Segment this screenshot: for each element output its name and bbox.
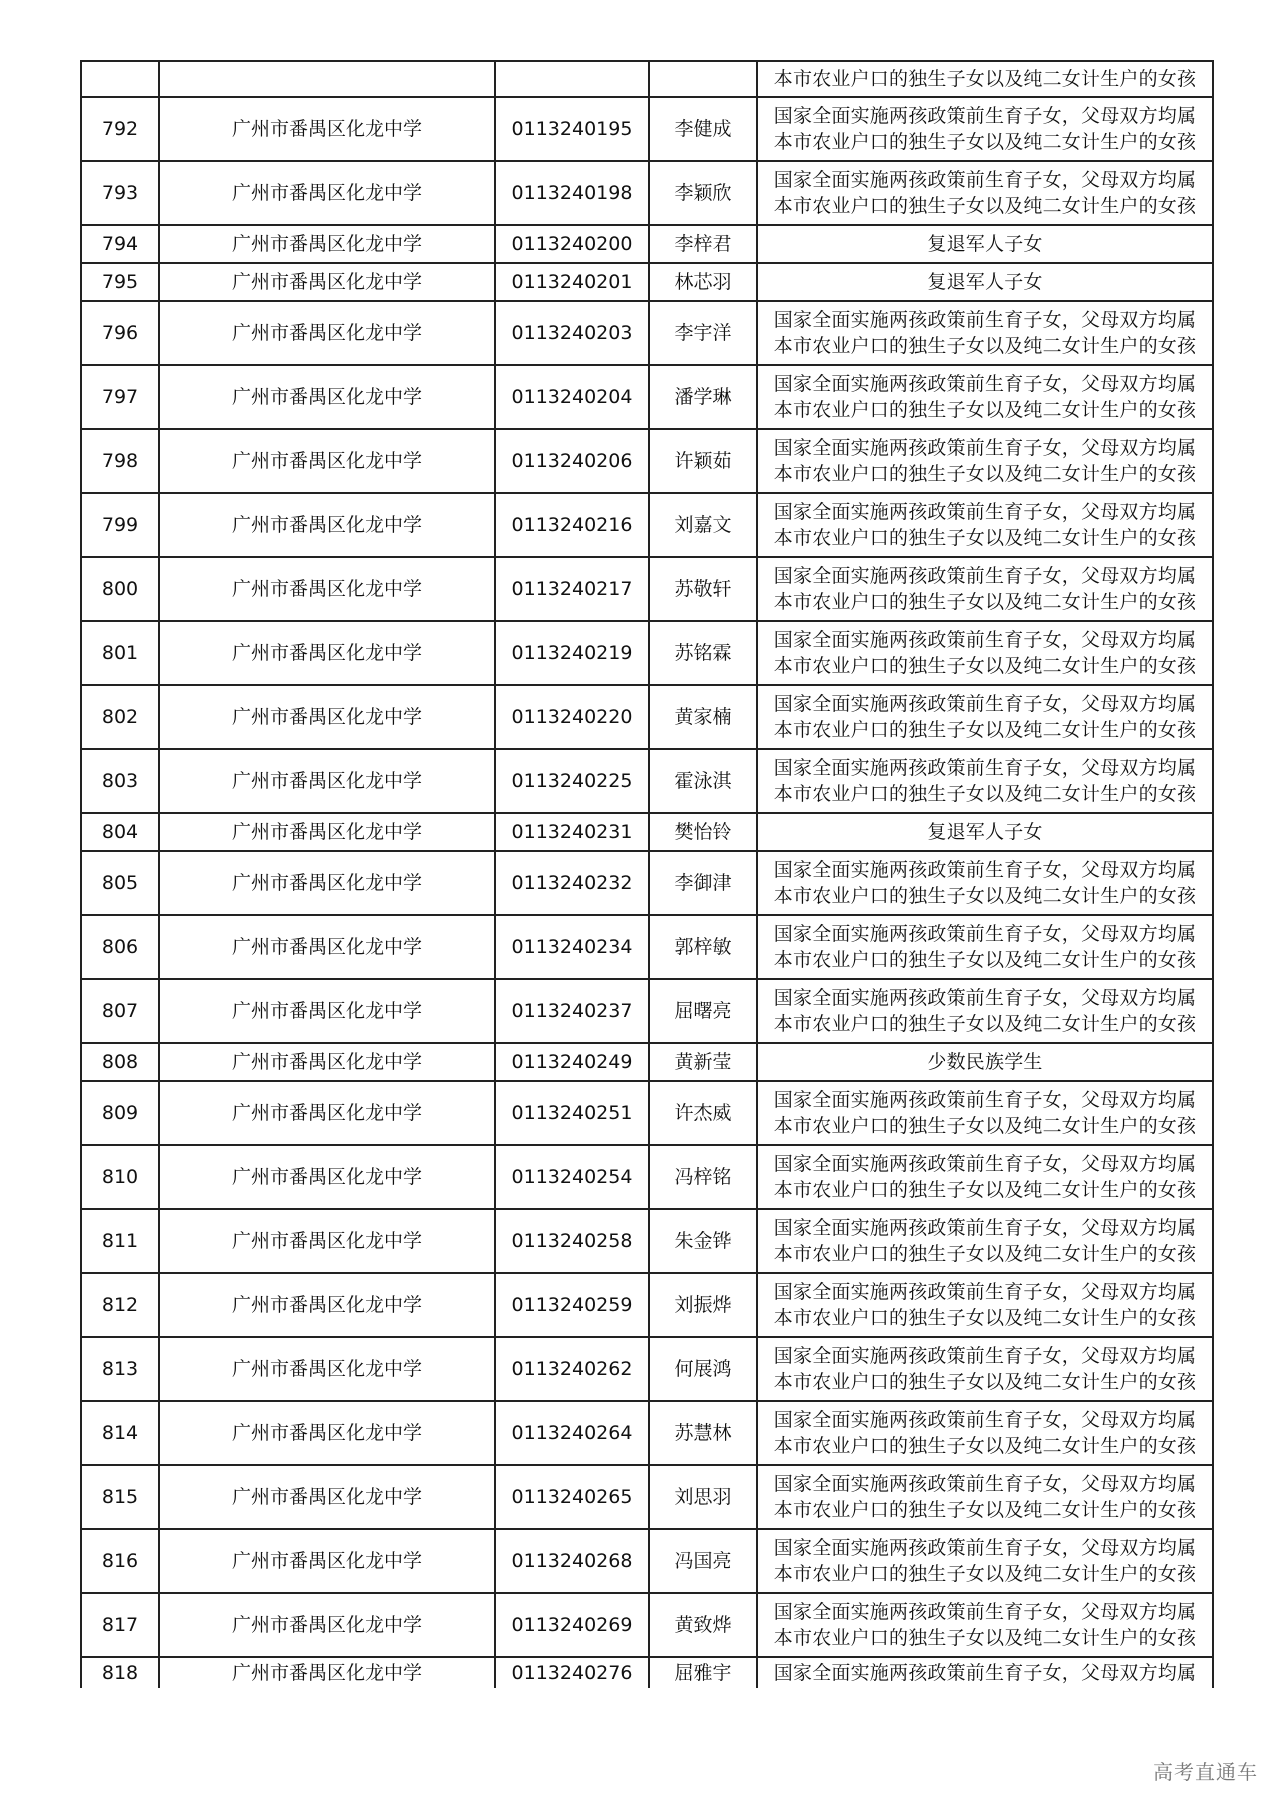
cell-id: 0113240234: [495, 915, 649, 979]
table-row: [81, 851, 1213, 915]
cell-id: 0113240217: [495, 557, 649, 621]
cell-no: 804: [81, 813, 159, 851]
cell-name: 刘振烨: [649, 1273, 757, 1337]
cell-name: 苏铭霖: [649, 621, 757, 685]
cell-id: 0113240262: [495, 1337, 649, 1401]
table-row: [81, 1529, 1213, 1593]
cell-school: 广州市番禺区化龙中学: [159, 1081, 495, 1145]
cell-note: [757, 225, 1213, 263]
table-row: [81, 493, 1213, 557]
cell-no: 811: [81, 1209, 159, 1273]
cell-no: 810: [81, 1145, 159, 1209]
cell-id: 0113240225: [495, 749, 649, 813]
note-line: 国家全面实施两孩政策前生育子女，父母双方均属: [773, 105, 1197, 127]
cell-no: 812: [81, 1273, 159, 1337]
cell-school: 广州市番禺区化龙中学: [159, 1273, 495, 1337]
cell-school: 广州市番禺区化龙中学: [159, 161, 495, 225]
note-line: 本市农业户口的独生子女以及纯二女计生户的女孩: [773, 783, 1197, 805]
cell-name: 许杰威: [649, 1081, 757, 1145]
cell-note: [757, 1043, 1213, 1081]
cell-school: 广州市番禺区化龙中学: [159, 1043, 495, 1081]
cell-note: [757, 1529, 1213, 1593]
note-line: 国家全面实施两孩政策前生育子女，父母双方均属: [773, 757, 1197, 779]
cell-name: 郭梓敏: [649, 915, 757, 979]
table-row: [81, 1209, 1213, 1273]
cell-name: 刘嘉文: [649, 493, 757, 557]
cell-note: [757, 1081, 1213, 1145]
table-row: [81, 1401, 1213, 1465]
cell-no: 802: [81, 685, 159, 749]
note-line: 本市农业户口的独生子女以及纯二女计生户的女孩: [773, 1371, 1197, 1393]
cell-school: 广州市番禺区化龙中学: [159, 493, 495, 557]
table-row: [81, 263, 1213, 301]
note-line: 国家全面实施两孩政策前生育子女，父母双方均属: [773, 1089, 1197, 1111]
cell-note: [757, 557, 1213, 621]
note-line: 本市农业户口的独生子女以及纯二女计生户的女孩: [773, 335, 1197, 357]
note-line: 本市农业户口的独生子女以及纯二女计生户的女孩: [773, 719, 1197, 741]
cell-no: 814: [81, 1401, 159, 1465]
cell-name: 何展鸿: [649, 1337, 757, 1401]
note-line: 国家全面实施两孩政策前生育子女，父母双方均属: [773, 1473, 1197, 1495]
table-row: [81, 161, 1213, 225]
cell-note: [757, 1145, 1213, 1209]
note-line: 本市农业户口的独生子女以及纯二女计生户的女孩: [773, 68, 1197, 90]
cell-note: [757, 1465, 1213, 1529]
cell-id: [495, 61, 649, 97]
cell-school: 广州市番禺区化龙中学: [159, 1145, 495, 1209]
cell-note: [757, 1593, 1213, 1657]
cell-note: [757, 979, 1213, 1043]
note-line: 复退军人子女: [927, 233, 1043, 255]
cell-name: 屈曙亮: [649, 979, 757, 1043]
table-row: [81, 621, 1213, 685]
watermark: 高考直通车: [1153, 1760, 1258, 1784]
note-line: 国家全面实施两孩政策前生育子女，父母双方均属: [773, 1537, 1197, 1559]
cell-id: 0113240204: [495, 365, 649, 429]
cell-no: 808: [81, 1043, 159, 1081]
table-row: [81, 979, 1213, 1043]
cell-school: 广州市番禺区化龙中学: [159, 1593, 495, 1657]
cell-no: 803: [81, 749, 159, 813]
cell-id: 0113240265: [495, 1465, 649, 1529]
cell-no: 796: [81, 301, 159, 365]
note-line: 国家全面实施两孩政策前生育子女，父母双方均属: [773, 1601, 1197, 1623]
note-line: 国家全面实施两孩政策前生育子女，父母双方均属: [773, 373, 1197, 395]
cell-note: [757, 915, 1213, 979]
cell-note: [757, 749, 1213, 813]
cell-id: 0113240220: [495, 685, 649, 749]
cell-note: [757, 161, 1213, 225]
table-row: [81, 365, 1213, 429]
cell-note: [757, 1209, 1213, 1273]
cell-id: 0113240259: [495, 1273, 649, 1337]
cell-name: 潘学琳: [649, 365, 757, 429]
cell-name: 苏慧林: [649, 1401, 757, 1465]
cell-name: 黄新莹: [649, 1043, 757, 1081]
cell-name: 霍泳淇: [649, 749, 757, 813]
cell-school: 广州市番禺区化龙中学: [159, 225, 495, 263]
cell-no: 792: [81, 97, 159, 161]
note-line: 本市农业户口的独生子女以及纯二女计生户的女孩: [773, 591, 1197, 613]
table-row: [81, 1145, 1213, 1209]
cell-id: 0113240237: [495, 979, 649, 1043]
cell-note: [757, 1401, 1213, 1465]
cell-note: [757, 1657, 1213, 1688]
table-row: [81, 915, 1213, 979]
note-line: 国家全面实施两孩政策前生育子女，父母双方均属: [773, 1662, 1197, 1684]
cell-no: 800: [81, 557, 159, 621]
cell-id: 0113240206: [495, 429, 649, 493]
note-line: 本市农业户口的独生子女以及纯二女计生户的女孩: [773, 1013, 1197, 1035]
cell-id: 0113240232: [495, 851, 649, 915]
cell-name: 朱金铧: [649, 1209, 757, 1273]
note-line: 复退军人子女: [927, 271, 1043, 293]
note-line: 国家全面实施两孩政策前生育子女，父母双方均属: [773, 437, 1197, 459]
table-row: [81, 1081, 1213, 1145]
cell-no: 816: [81, 1529, 159, 1593]
cell-id: 0113240254: [495, 1145, 649, 1209]
cell-id: 0113240198: [495, 161, 649, 225]
cell-id: 0113240269: [495, 1593, 649, 1657]
cell-name: 林芯羽: [649, 263, 757, 301]
cell-id: 0113240258: [495, 1209, 649, 1273]
cell-school: 广州市番禺区化龙中学: [159, 97, 495, 161]
table-row: [81, 1593, 1213, 1657]
table-row: [81, 557, 1213, 621]
note-line: 本市农业户口的独生子女以及纯二女计生户的女孩: [773, 463, 1197, 485]
note-line: 本市农业户口的独生子女以及纯二女计生户的女孩: [773, 1563, 1197, 1585]
note-line: 少数民族学生: [927, 1051, 1043, 1073]
table-row: [81, 1337, 1213, 1401]
cell-no: 805: [81, 851, 159, 915]
cell-school: 广州市番禺区化龙中学: [159, 557, 495, 621]
table-row: [81, 301, 1213, 365]
cell-school: 广州市番禺区化龙中学: [159, 749, 495, 813]
table-row: [81, 1043, 1213, 1081]
cell-name: [649, 61, 757, 97]
cell-no: 806: [81, 915, 159, 979]
table-row-partial-top: [81, 61, 1213, 97]
cell-note: [757, 263, 1213, 301]
cell-school: 广州市番禺区化龙中学: [159, 813, 495, 851]
cell-school: 广州市番禺区化龙中学: [159, 365, 495, 429]
student-roster-table: [80, 60, 1214, 1688]
note-line: 国家全面实施两孩政策前生育子女，父母双方均属: [773, 1153, 1197, 1175]
cell-name: 冯梓铭: [649, 1145, 757, 1209]
cell-school: 广州市番禺区化龙中学: [159, 915, 495, 979]
table-row: [81, 1465, 1213, 1529]
table-row: [81, 97, 1213, 161]
note-line: 国家全面实施两孩政策前生育子女，父母双方均属: [773, 565, 1197, 587]
note-line: 国家全面实施两孩政策前生育子女，父母双方均属: [773, 1281, 1197, 1303]
cell-note: [757, 493, 1213, 557]
cell-school: 广州市番禺区化龙中学: [159, 979, 495, 1043]
cell-id: 0113240216: [495, 493, 649, 557]
note-line: 本市农业户口的独生子女以及纯二女计生户的女孩: [773, 131, 1197, 153]
table-row: [81, 429, 1213, 493]
note-line: 本市农业户口的独生子女以及纯二女计生户的女孩: [773, 1435, 1197, 1457]
cell-id: 0113240201: [495, 263, 649, 301]
cell-school: 广州市番禺区化龙中学: [159, 1529, 495, 1593]
cell-note: [757, 1273, 1213, 1337]
note-line: 本市农业户口的独生子女以及纯二女计生户的女孩: [773, 1115, 1197, 1137]
note-line: 本市农业户口的独生子女以及纯二女计生户的女孩: [773, 655, 1197, 677]
cell-school: 广州市番禺区化龙中学: [159, 1401, 495, 1465]
cell-no: 795: [81, 263, 159, 301]
cell-school: 广州市番禺区化龙中学: [159, 851, 495, 915]
cell-name: 冯国亮: [649, 1529, 757, 1593]
cell-no: 801: [81, 621, 159, 685]
note-line: 本市农业户口的独生子女以及纯二女计生户的女孩: [773, 527, 1197, 549]
cell-school: 广州市番禺区化龙中学: [159, 685, 495, 749]
note-line: 国家全面实施两孩政策前生育子女，父母双方均属: [773, 923, 1197, 945]
cell-note: [757, 365, 1213, 429]
cell-name: 李御津: [649, 851, 757, 915]
cell-note: [757, 61, 1213, 97]
cell-note: [757, 621, 1213, 685]
cell-id: 0113240219: [495, 621, 649, 685]
note-line: 国家全面实施两孩政策前生育子女，父母双方均属: [773, 1409, 1197, 1431]
table-row: [81, 749, 1213, 813]
note-line: 国家全面实施两孩政策前生育子女，父母双方均属: [773, 1345, 1197, 1367]
cell-no: [81, 61, 159, 97]
cell-name: 屈雅宇: [649, 1657, 757, 1688]
cell-id: 0113240203: [495, 301, 649, 365]
cell-id: 0113240264: [495, 1401, 649, 1465]
cell-name: 许颖茹: [649, 429, 757, 493]
cell-no: 818: [81, 1657, 159, 1688]
table-row: [81, 813, 1213, 851]
cell-id: 0113240268: [495, 1529, 649, 1593]
note-line: 本市农业户口的独生子女以及纯二女计生户的女孩: [773, 1179, 1197, 1201]
cell-note: [757, 301, 1213, 365]
cell-school: 广州市番禺区化龙中学: [159, 1209, 495, 1273]
cell-school: 广州市番禺区化龙中学: [159, 621, 495, 685]
cell-school: 广州市番禺区化龙中学: [159, 263, 495, 301]
cell-name: 李宇洋: [649, 301, 757, 365]
cell-school: 广州市番禺区化龙中学: [159, 429, 495, 493]
note-line: 本市农业户口的独生子女以及纯二女计生户的女孩: [773, 1627, 1197, 1649]
note-line: 本市农业户口的独生子女以及纯二女计生户的女孩: [773, 1243, 1197, 1265]
cell-note: [757, 685, 1213, 749]
cell-name: 樊怡铃: [649, 813, 757, 851]
cell-id: 0113240231: [495, 813, 649, 851]
cell-note: [757, 813, 1213, 851]
cell-no: 798: [81, 429, 159, 493]
cell-no: 813: [81, 1337, 159, 1401]
table-row: [81, 1273, 1213, 1337]
note-line: 国家全面实施两孩政策前生育子女，父母双方均属: [773, 169, 1197, 191]
cell-id: 0113240200: [495, 225, 649, 263]
note-line: 本市农业户口的独生子女以及纯二女计生户的女孩: [773, 1307, 1197, 1329]
note-line: 本市农业户口的独生子女以及纯二女计生户的女孩: [773, 1499, 1197, 1521]
note-line: 国家全面实施两孩政策前生育子女，父母双方均属: [773, 309, 1197, 331]
cell-name: 黄致烨: [649, 1593, 757, 1657]
note-line: 本市农业户口的独生子女以及纯二女计生户的女孩: [773, 949, 1197, 971]
cell-no: 807: [81, 979, 159, 1043]
cell-no: 809: [81, 1081, 159, 1145]
note-line: 国家全面实施两孩政策前生育子女，父母双方均属: [773, 693, 1197, 715]
cell-note: [757, 1337, 1213, 1401]
cell-id: 0113240276: [495, 1657, 649, 1688]
note-line: 国家全面实施两孩政策前生育子女，父母双方均属: [773, 629, 1197, 651]
cell-id: 0113240249: [495, 1043, 649, 1081]
cell-id: 0113240251: [495, 1081, 649, 1145]
cell-school: 广州市番禺区化龙中学: [159, 301, 495, 365]
note-line: 本市农业户口的独生子女以及纯二女计生户的女孩: [773, 195, 1197, 217]
cell-name: 李颖欣: [649, 161, 757, 225]
roster-body: [81, 61, 1213, 1688]
cell-no: 797: [81, 365, 159, 429]
cell-no: 817: [81, 1593, 159, 1657]
cell-name: 苏敬轩: [649, 557, 757, 621]
cell-note: [757, 429, 1213, 493]
note-line: 复退军人子女: [927, 821, 1043, 843]
table-row: [81, 685, 1213, 749]
note-line: 本市农业户口的独生子女以及纯二女计生户的女孩: [773, 885, 1197, 907]
cell-school: 广州市番禺区化龙中学: [159, 1465, 495, 1529]
table-row-partial-bottom: [81, 1657, 1213, 1688]
cell-no: 793: [81, 161, 159, 225]
note-line: 国家全面实施两孩政策前生育子女，父母双方均属: [773, 987, 1197, 1009]
cell-note: [757, 97, 1213, 161]
cell-school: 广州市番禺区化龙中学: [159, 1657, 495, 1688]
cell-school: 广州市番禺区化龙中学: [159, 1337, 495, 1401]
cell-note: [757, 851, 1213, 915]
cell-name: 黄家楠: [649, 685, 757, 749]
table-row: [81, 225, 1213, 263]
cell-no: 815: [81, 1465, 159, 1529]
cell-name: 李健成: [649, 97, 757, 161]
note-line: 国家全面实施两孩政策前生育子女，父母双方均属: [773, 501, 1197, 523]
cell-id: 0113240195: [495, 97, 649, 161]
cell-name: 李梓君: [649, 225, 757, 263]
note-line: 国家全面实施两孩政策前生育子女，父母双方均属: [773, 1217, 1197, 1239]
cell-no: 794: [81, 225, 159, 263]
cell-name: 刘思羽: [649, 1465, 757, 1529]
cell-school: [159, 61, 495, 97]
note-line: 国家全面实施两孩政策前生育子女，父母双方均属: [773, 859, 1197, 881]
note-line: 本市农业户口的独生子女以及纯二女计生户的女孩: [773, 399, 1197, 421]
cell-no: 799: [81, 493, 159, 557]
